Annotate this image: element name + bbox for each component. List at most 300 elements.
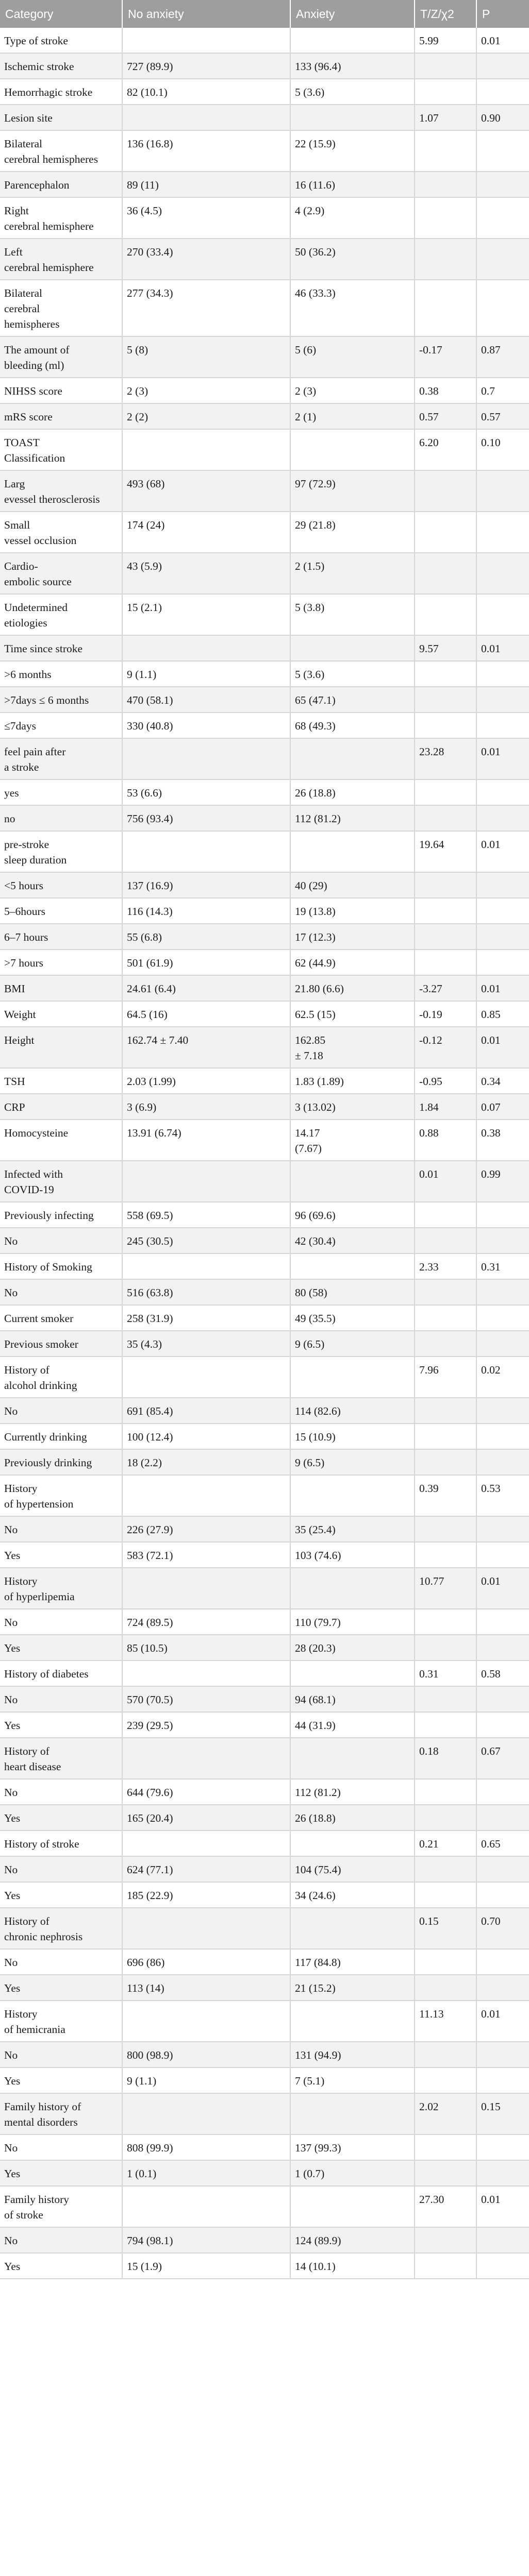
table-row bbox=[0, 1027, 529, 1068]
cell-statistic bbox=[415, 872, 476, 898]
table-row bbox=[0, 239, 529, 280]
table-row bbox=[0, 898, 529, 924]
cell-category: No bbox=[0, 1228, 122, 1253]
cell-anxiety: 114 (82.6) bbox=[290, 1398, 415, 1423]
table-row bbox=[0, 1253, 529, 1279]
cell-category: Type of stroke bbox=[0, 28, 122, 53]
cell-no-anxiety: 277 (34.3) bbox=[122, 280, 290, 336]
cell-anxiety: 28 (20.3) bbox=[290, 1635, 415, 1660]
cell-anxiety: 68 (49.3) bbox=[290, 713, 415, 738]
cell-anxiety bbox=[290, 1831, 415, 1856]
cell-statistic: 5.99 bbox=[415, 28, 476, 53]
cell-p-value bbox=[476, 1449, 529, 1475]
cell-statistic: 0.38 bbox=[415, 378, 476, 403]
cell-p-value bbox=[476, 197, 529, 239]
cell-no-anxiety: 800 (98.9) bbox=[122, 2042, 290, 2067]
cell-category: Height bbox=[0, 1027, 122, 1068]
cell-statistic: 0.88 bbox=[415, 1120, 476, 1161]
cell-no-anxiety: 493 (68) bbox=[122, 470, 290, 512]
table-row bbox=[0, 1120, 529, 1161]
cell-p-value: 0.01 bbox=[476, 2001, 529, 2042]
table-row bbox=[0, 1279, 529, 1305]
cell-category: History of hypertension bbox=[0, 1475, 122, 1516]
cell-p-value bbox=[476, 1542, 529, 1568]
cell-p-value bbox=[476, 1609, 529, 1635]
cell-statistic: 0.01 bbox=[415, 1161, 476, 1202]
cell-category: <5 hours bbox=[0, 872, 122, 898]
cell-anxiety: 1.83 (1.89) bbox=[290, 1068, 415, 1094]
table-row bbox=[0, 197, 529, 239]
cell-p-value: 0.58 bbox=[476, 1660, 529, 1686]
table-row bbox=[0, 1635, 529, 1660]
cell-no-anxiety bbox=[122, 635, 290, 661]
cell-no-anxiety bbox=[122, 1831, 290, 1856]
table-row bbox=[0, 1908, 529, 1949]
cell-anxiety: 2 (3) bbox=[290, 378, 415, 403]
cell-anxiety: 5 (3.6) bbox=[290, 79, 415, 105]
cell-statistic: 1.07 bbox=[415, 105, 476, 130]
cell-anxiety bbox=[290, 429, 415, 470]
cell-anxiety: 124 (89.9) bbox=[290, 2227, 415, 2253]
cell-statistic bbox=[415, 687, 476, 713]
table-row bbox=[0, 872, 529, 898]
cell-anxiety: 1 (0.7) bbox=[290, 2160, 415, 2186]
table-row bbox=[0, 2042, 529, 2067]
table-row bbox=[0, 378, 529, 403]
cell-p-value bbox=[476, 553, 529, 594]
cell-statistic bbox=[415, 172, 476, 197]
table-row bbox=[0, 1357, 529, 1398]
cell-no-anxiety bbox=[122, 1660, 290, 1686]
cell-no-anxiety: 116 (14.3) bbox=[122, 898, 290, 924]
table-row bbox=[0, 687, 529, 713]
cell-p-value bbox=[476, 512, 529, 553]
cell-no-anxiety bbox=[122, 1161, 290, 1202]
cell-category: feel pain after a stroke bbox=[0, 738, 122, 779]
cell-anxiety: 17 (12.3) bbox=[290, 924, 415, 950]
cell-category: No bbox=[0, 1516, 122, 1542]
cell-anxiety: 112 (81.2) bbox=[290, 1779, 415, 1805]
cell-category: Yes bbox=[0, 2067, 122, 2093]
cell-category: TOAST Classification bbox=[0, 429, 122, 470]
cell-statistic bbox=[415, 1805, 476, 1831]
cell-p-value bbox=[476, 470, 529, 512]
cell-category: No bbox=[0, 1949, 122, 1975]
cell-statistic: 0.18 bbox=[415, 1738, 476, 1779]
cell-anxiety bbox=[290, 28, 415, 53]
cell-no-anxiety: 226 (27.9) bbox=[122, 1516, 290, 1542]
cell-no-anxiety: 624 (77.1) bbox=[122, 1856, 290, 1882]
cell-category: Undetermined etiologies bbox=[0, 594, 122, 635]
cell-category: Yes bbox=[0, 1975, 122, 2001]
cell-category: History of chronic nephrosis bbox=[0, 1908, 122, 1949]
table-row bbox=[0, 105, 529, 130]
header-anxiety: Anxiety bbox=[290, 0, 415, 28]
cell-no-anxiety: 583 (72.1) bbox=[122, 1542, 290, 1568]
table-row bbox=[0, 53, 529, 79]
cell-no-anxiety: 24.61 (6.4) bbox=[122, 975, 290, 1001]
cell-statistic bbox=[415, 79, 476, 105]
cell-anxiety: 9 (6.5) bbox=[290, 1331, 415, 1357]
cell-p-value bbox=[476, 1228, 529, 1253]
cell-p-value bbox=[476, 1686, 529, 1712]
cell-statistic: 27.30 bbox=[415, 2186, 476, 2227]
cell-category: Small vessel occlusion bbox=[0, 512, 122, 553]
table-row bbox=[0, 1542, 529, 1568]
cell-no-anxiety: 64.5 (16) bbox=[122, 1001, 290, 1027]
cell-no-anxiety bbox=[122, 1908, 290, 1949]
cell-no-anxiety: 5 (8) bbox=[122, 336, 290, 378]
cell-statistic bbox=[415, 2042, 476, 2067]
cell-no-anxiety: 727 (89.9) bbox=[122, 53, 290, 79]
cell-anxiety bbox=[290, 2186, 415, 2227]
cell-category: No bbox=[0, 2227, 122, 2253]
cell-no-anxiety: 113 (14) bbox=[122, 1975, 290, 2001]
table-row bbox=[0, 280, 529, 336]
cell-category: History of alcohol drinking bbox=[0, 1357, 122, 1398]
cell-anxiety: 137 (99.3) bbox=[290, 2134, 415, 2160]
cell-no-anxiety bbox=[122, 1568, 290, 1609]
cell-statistic: 23.28 bbox=[415, 738, 476, 779]
cell-statistic bbox=[415, 898, 476, 924]
cell-anxiety: 44 (31.9) bbox=[290, 1712, 415, 1738]
table-row bbox=[0, 2227, 529, 2253]
cell-category: >7days ≤ 6 months bbox=[0, 687, 122, 713]
cell-no-anxiety: 2.03 (1.99) bbox=[122, 1068, 290, 1094]
cell-anxiety: 21.80 (6.6) bbox=[290, 975, 415, 1001]
cell-p-value: 0.15 bbox=[476, 2093, 529, 2134]
cell-p-value bbox=[476, 661, 529, 687]
cell-statistic bbox=[415, 130, 476, 172]
cell-no-anxiety bbox=[122, 2001, 290, 2042]
cell-anxiety bbox=[290, 1161, 415, 1202]
header-no-anxiety: No anxiety bbox=[122, 0, 290, 28]
table-row bbox=[0, 1949, 529, 1975]
table-row bbox=[0, 2160, 529, 2186]
cell-category: no bbox=[0, 805, 122, 831]
cell-category: >6 months bbox=[0, 661, 122, 687]
cell-category: Bilateral cerebral hemispheres bbox=[0, 130, 122, 172]
cell-anxiety bbox=[290, 738, 415, 779]
cell-category: Ischemic stroke bbox=[0, 53, 122, 79]
table-row bbox=[0, 1831, 529, 1856]
cell-statistic bbox=[415, 2253, 476, 2279]
cell-statistic bbox=[415, 1423, 476, 1449]
cell-p-value: 0.38 bbox=[476, 1120, 529, 1161]
cell-no-anxiety bbox=[122, 1253, 290, 1279]
cell-anxiety: 29 (21.8) bbox=[290, 512, 415, 553]
cell-anxiety: 162.85 ± 7.18 bbox=[290, 1027, 415, 1068]
table-row bbox=[0, 1001, 529, 1027]
cell-statistic bbox=[415, 197, 476, 239]
cell-anxiety: 5 (3.8) bbox=[290, 594, 415, 635]
cell-anxiety: 97 (72.9) bbox=[290, 470, 415, 512]
cell-anxiety: 96 (69.6) bbox=[290, 1202, 415, 1228]
cell-statistic bbox=[415, 239, 476, 280]
cell-category: Cardio- embolic source bbox=[0, 553, 122, 594]
cell-no-anxiety bbox=[122, 105, 290, 130]
cell-category: History of stroke bbox=[0, 1831, 122, 1856]
cell-no-anxiety: 13.91 (6.74) bbox=[122, 1120, 290, 1161]
cell-p-value bbox=[476, 280, 529, 336]
cell-p-value: 0.01 bbox=[476, 2186, 529, 2227]
cell-statistic bbox=[415, 950, 476, 975]
cell-category: Lesion site bbox=[0, 105, 122, 130]
cell-category: Parencephalon bbox=[0, 172, 122, 197]
cell-statistic: 0.15 bbox=[415, 1908, 476, 1949]
cell-anxiety: 133 (96.4) bbox=[290, 53, 415, 79]
table-row bbox=[0, 635, 529, 661]
cell-category: No bbox=[0, 2042, 122, 2067]
cell-p-value bbox=[476, 239, 529, 280]
cell-statistic: -0.17 bbox=[415, 336, 476, 378]
cell-category: >7 hours bbox=[0, 950, 122, 975]
cell-anxiety bbox=[290, 2093, 415, 2134]
cell-category: pre-stroke sleep duration bbox=[0, 831, 122, 872]
cell-statistic: 11.13 bbox=[415, 2001, 476, 2042]
cell-anxiety: 2 (1) bbox=[290, 403, 415, 429]
cell-statistic: 2.02 bbox=[415, 2093, 476, 2134]
cell-statistic bbox=[415, 470, 476, 512]
table-row bbox=[0, 661, 529, 687]
cell-no-anxiety: 36 (4.5) bbox=[122, 197, 290, 239]
cell-no-anxiety: 724 (89.5) bbox=[122, 1609, 290, 1635]
cell-no-anxiety: 35 (4.3) bbox=[122, 1331, 290, 1357]
table-row bbox=[0, 2001, 529, 2042]
table-row bbox=[0, 336, 529, 378]
cell-anxiety bbox=[290, 831, 415, 872]
cell-statistic bbox=[415, 1449, 476, 1475]
cell-statistic bbox=[415, 1686, 476, 1712]
cell-statistic: 7.96 bbox=[415, 1357, 476, 1398]
cell-no-anxiety: 1 (0.1) bbox=[122, 2160, 290, 2186]
cell-p-value bbox=[476, 1805, 529, 1831]
cell-no-anxiety: 258 (31.9) bbox=[122, 1305, 290, 1331]
table-row bbox=[0, 2253, 529, 2279]
cell-anxiety: 5 (6) bbox=[290, 336, 415, 378]
cell-no-anxiety: 239 (29.5) bbox=[122, 1712, 290, 1738]
cell-statistic bbox=[415, 1882, 476, 1908]
table-row bbox=[0, 975, 529, 1001]
table-row bbox=[0, 2186, 529, 2227]
cell-anxiety: 49 (35.5) bbox=[290, 1305, 415, 1331]
cell-anxiety: 94 (68.1) bbox=[290, 1686, 415, 1712]
cell-statistic bbox=[415, 1712, 476, 1738]
cell-no-anxiety: 82 (10.1) bbox=[122, 79, 290, 105]
cell-anxiety bbox=[290, 635, 415, 661]
cell-anxiety: 112 (81.2) bbox=[290, 805, 415, 831]
cell-p-value: 0.01 bbox=[476, 1568, 529, 1609]
cell-p-value: 0.07 bbox=[476, 1094, 529, 1120]
cell-category: Yes bbox=[0, 1712, 122, 1738]
table-row bbox=[0, 1398, 529, 1423]
cell-statistic: -0.19 bbox=[415, 1001, 476, 1027]
cell-category: History of hemicrania bbox=[0, 2001, 122, 2042]
cell-category: History of hyperlipemia bbox=[0, 1568, 122, 1609]
cell-p-value: 0.01 bbox=[476, 831, 529, 872]
table-row bbox=[0, 2093, 529, 2134]
table-row bbox=[0, 1738, 529, 1779]
header-p-value: P bbox=[476, 0, 529, 28]
cell-anxiety: 3 (13.02) bbox=[290, 1094, 415, 1120]
cell-statistic bbox=[415, 553, 476, 594]
cell-p-value bbox=[476, 950, 529, 975]
cell-no-anxiety: 756 (93.4) bbox=[122, 805, 290, 831]
cell-statistic bbox=[415, 53, 476, 79]
cell-p-value: 0.10 bbox=[476, 429, 529, 470]
cell-p-value bbox=[476, 1423, 529, 1449]
cell-statistic: 0.57 bbox=[415, 403, 476, 429]
cell-p-value: 0.57 bbox=[476, 403, 529, 429]
cell-p-value bbox=[476, 898, 529, 924]
cell-no-anxiety: 501 (61.9) bbox=[122, 950, 290, 975]
table-row bbox=[0, 779, 529, 805]
cell-no-anxiety bbox=[122, 1738, 290, 1779]
table-row bbox=[0, 1423, 529, 1449]
table-row bbox=[0, 1660, 529, 1686]
table-row bbox=[0, 28, 529, 53]
cell-no-anxiety: 18 (2.2) bbox=[122, 1449, 290, 1475]
cell-category: Yes bbox=[0, 1542, 122, 1568]
cell-category: No bbox=[0, 1609, 122, 1635]
cell-p-value bbox=[476, 2067, 529, 2093]
header-category: Category bbox=[0, 0, 122, 28]
table-row bbox=[0, 1609, 529, 1635]
cell-category: Infected with COVID-19 bbox=[0, 1161, 122, 1202]
cell-no-anxiety: 691 (85.4) bbox=[122, 1398, 290, 1423]
cell-anxiety: 7 (5.1) bbox=[290, 2067, 415, 2093]
table-row bbox=[0, 79, 529, 105]
table-row bbox=[0, 1475, 529, 1516]
cell-p-value bbox=[476, 2253, 529, 2279]
cell-anxiety: 65 (47.1) bbox=[290, 687, 415, 713]
cell-statistic bbox=[415, 1975, 476, 2001]
table-row bbox=[0, 1094, 529, 1120]
cell-anxiety: 80 (58) bbox=[290, 1279, 415, 1305]
table-row bbox=[0, 470, 529, 512]
cell-no-anxiety: 165 (20.4) bbox=[122, 1805, 290, 1831]
cell-category: Previous smoker bbox=[0, 1331, 122, 1357]
cell-statistic bbox=[415, 805, 476, 831]
cell-p-value bbox=[476, 2134, 529, 2160]
cell-no-anxiety bbox=[122, 1357, 290, 1398]
table-row bbox=[0, 403, 529, 429]
cell-category: Yes bbox=[0, 1805, 122, 1831]
cell-no-anxiety: 43 (5.9) bbox=[122, 553, 290, 594]
cell-category: Right cerebral hemisphere bbox=[0, 197, 122, 239]
cell-anxiety: 15 (10.9) bbox=[290, 1423, 415, 1449]
cell-p-value: 0.53 bbox=[476, 1475, 529, 1516]
cell-statistic: 6.20 bbox=[415, 429, 476, 470]
cell-p-value: 0.85 bbox=[476, 1001, 529, 1027]
table-row bbox=[0, 805, 529, 831]
cell-p-value bbox=[476, 872, 529, 898]
cell-p-value: 0.90 bbox=[476, 105, 529, 130]
cell-p-value bbox=[476, 1712, 529, 1738]
table-row bbox=[0, 1161, 529, 1202]
cell-statistic bbox=[415, 2227, 476, 2253]
cell-category: mRS score bbox=[0, 403, 122, 429]
cell-category: Yes bbox=[0, 2160, 122, 2186]
table-row bbox=[0, 130, 529, 172]
cell-statistic: 2.33 bbox=[415, 1253, 476, 1279]
cell-category: No bbox=[0, 1686, 122, 1712]
cell-no-anxiety: 470 (58.1) bbox=[122, 687, 290, 713]
cell-anxiety: 46 (33.3) bbox=[290, 280, 415, 336]
cell-anxiety: 22 (15.9) bbox=[290, 130, 415, 172]
cell-category: 6–7 hours bbox=[0, 924, 122, 950]
cell-anxiety: 19 (13.8) bbox=[290, 898, 415, 924]
table-row bbox=[0, 1805, 529, 1831]
cell-p-value bbox=[476, 1856, 529, 1882]
cell-statistic bbox=[415, 1331, 476, 1357]
cell-category: Yes bbox=[0, 2253, 122, 2279]
cell-anxiety: 14.17 (7.67) bbox=[290, 1120, 415, 1161]
cell-p-value bbox=[476, 1882, 529, 1908]
cell-no-anxiety bbox=[122, 2093, 290, 2134]
cell-no-anxiety: 794 (98.1) bbox=[122, 2227, 290, 2253]
table-row bbox=[0, 738, 529, 779]
cell-statistic: 10.77 bbox=[415, 1568, 476, 1609]
cell-anxiety: 9 (6.5) bbox=[290, 1449, 415, 1475]
cell-anxiety: 110 (79.7) bbox=[290, 1609, 415, 1635]
cell-no-anxiety: 85 (10.5) bbox=[122, 1635, 290, 1660]
cell-statistic bbox=[415, 1609, 476, 1635]
table-row bbox=[0, 924, 529, 950]
cell-anxiety bbox=[290, 1738, 415, 1779]
cell-category: History of diabetes bbox=[0, 1660, 122, 1686]
cell-p-value bbox=[476, 53, 529, 79]
cell-p-value bbox=[476, 2160, 529, 2186]
cell-statistic: 0.39 bbox=[415, 1475, 476, 1516]
cell-category: Yes bbox=[0, 1635, 122, 1660]
cell-anxiety: 34 (24.6) bbox=[290, 1882, 415, 1908]
cell-statistic bbox=[415, 1398, 476, 1423]
cell-p-value: 0.01 bbox=[476, 635, 529, 661]
table-row bbox=[0, 1568, 529, 1609]
cell-anxiety: 117 (84.8) bbox=[290, 1949, 415, 1975]
cell-no-anxiety: 808 (99.9) bbox=[122, 2134, 290, 2160]
cell-statistic bbox=[415, 594, 476, 635]
cell-category: Family history of stroke bbox=[0, 2186, 122, 2227]
cell-no-anxiety bbox=[122, 831, 290, 872]
cell-p-value bbox=[476, 1975, 529, 2001]
cell-category: Time since stroke bbox=[0, 635, 122, 661]
cell-no-anxiety: 9 (1.1) bbox=[122, 661, 290, 687]
cell-no-anxiety: 100 (12.4) bbox=[122, 1423, 290, 1449]
cell-anxiety: 5 (3.6) bbox=[290, 661, 415, 687]
cell-no-anxiety: 174 (24) bbox=[122, 512, 290, 553]
header-row bbox=[0, 0, 529, 28]
cell-p-value: 0.31 bbox=[476, 1253, 529, 1279]
cell-no-anxiety bbox=[122, 28, 290, 53]
table-row bbox=[0, 1202, 529, 1228]
cell-anxiety: 62 (44.9) bbox=[290, 950, 415, 975]
cell-statistic bbox=[415, 2134, 476, 2160]
cell-category: History of Smoking bbox=[0, 1253, 122, 1279]
table-row bbox=[0, 2067, 529, 2093]
cell-p-value: 0.67 bbox=[476, 1738, 529, 1779]
cell-no-anxiety: 330 (40.8) bbox=[122, 713, 290, 738]
cell-p-value bbox=[476, 130, 529, 172]
cell-p-value bbox=[476, 687, 529, 713]
cell-p-value: 0.01 bbox=[476, 1027, 529, 1068]
cell-no-anxiety bbox=[122, 429, 290, 470]
cell-anxiety: 50 (36.2) bbox=[290, 239, 415, 280]
cell-p-value: 0.34 bbox=[476, 1068, 529, 1094]
cell-statistic: -3.27 bbox=[415, 975, 476, 1001]
cell-p-value: 0.70 bbox=[476, 1908, 529, 1949]
